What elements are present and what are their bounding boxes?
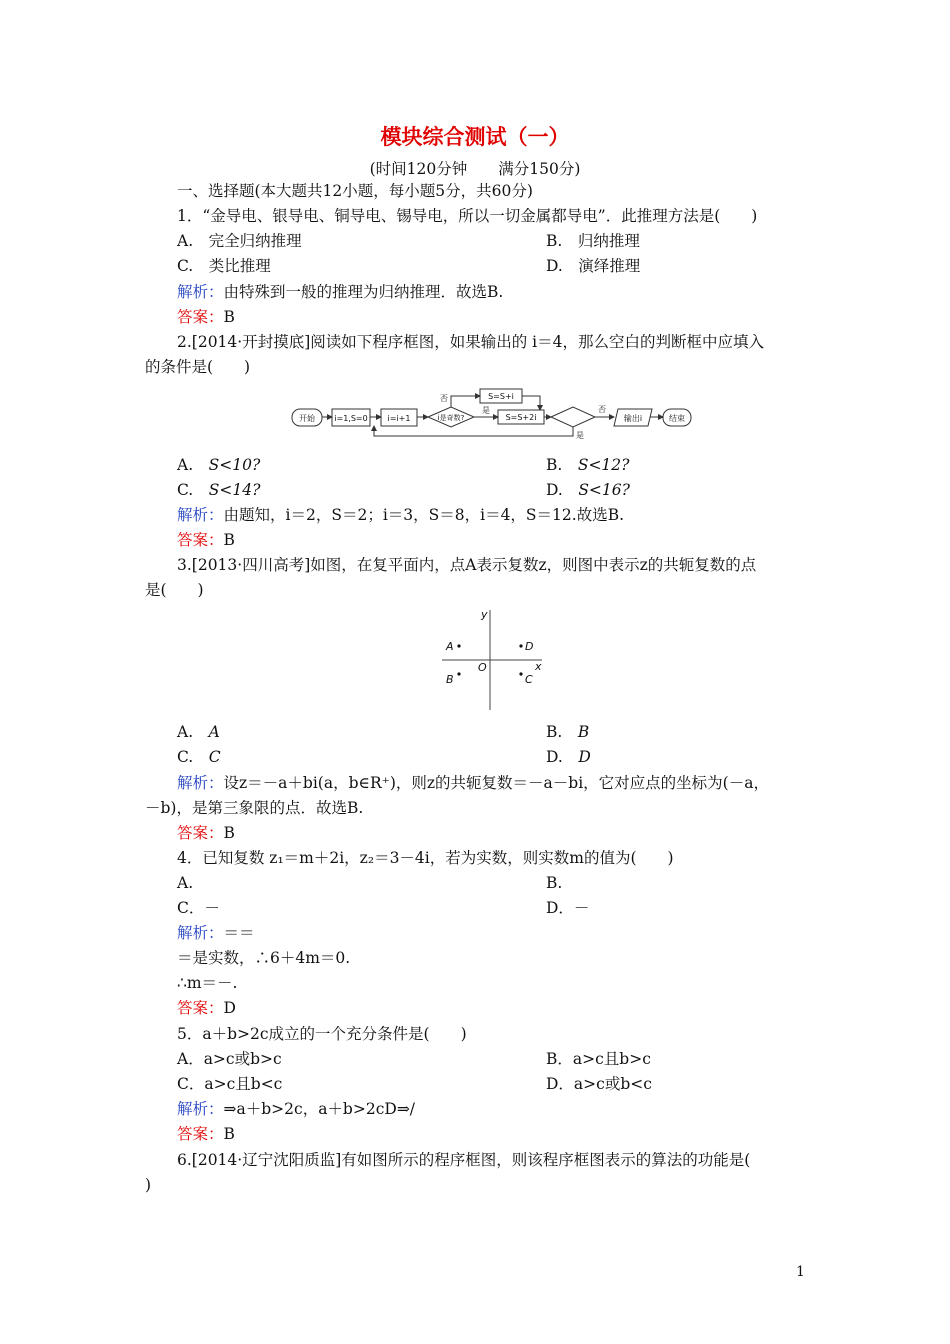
- q3-option-b: B. B: [546, 723, 590, 741]
- point-d: [519, 644, 522, 647]
- point-d-label: D: [525, 640, 534, 653]
- flow-init-text: i=1,S=0: [334, 414, 368, 423]
- q3-option-a: A. A: [177, 723, 220, 741]
- answer-label: 答案：: [177, 1125, 224, 1143]
- q5-stem: 5．a＋b>2c成立的一个充分条件是( ): [177, 1025, 467, 1043]
- answer-value: B: [223, 531, 235, 549]
- answer-value: D: [223, 999, 236, 1017]
- q1-option-d: D. 演绎推理: [546, 257, 641, 275]
- q3-stem-line1: 3.[2013·四川高考]如图，在复平面内，点A表示复数z，则图中表示z的共轭复数的点: [177, 556, 757, 574]
- flow-yes-bottom: 是: [576, 431, 584, 440]
- analysis-text: 由特殊到一般的推理为归纳推理．故选B.: [223, 283, 504, 301]
- q4-analysis-line1: [177, 923, 255, 943]
- q4-stem: 4．已知复数 z₁＝m＋2i，z₂＝3－4i，若为实数，则实数m的值为( ): [177, 849, 674, 867]
- q3-option-d: D. D: [546, 748, 591, 766]
- flow-start-text: 开始: [299, 414, 315, 423]
- analysis-text: 设z＝－a＋bi(a，b∈R⁺)，则z的共轭复数＝－a－bi，它对应点的坐标为(－a，: [223, 774, 769, 792]
- flow-no-right: 否: [598, 405, 606, 414]
- q2-stem-line1: 2.[2014·开封摸底]阅读如下程序框图，如果输出的 i＝4，那么空白的判断框中应填入: [177, 333, 765, 351]
- q1-stem: 1．“金导电、银导电、铜导电、锡导电，所以一切金属都导电”．此推理方法是( ): [177, 207, 758, 225]
- q3-analysis-line2: －b)，是第三象限的点．故选B.: [145, 799, 364, 817]
- q4-analysis-line2: ＝是实数，∴6＋4m＝0.: [177, 949, 351, 967]
- flow-yes-mid: 是: [482, 406, 490, 415]
- flow-s1-text: S=S+i: [488, 392, 514, 401]
- page-title: 模块综合测试（一）: [380, 125, 570, 149]
- q2-option-d: D. S<16?: [546, 481, 630, 499]
- q2-analysis: [177, 505, 624, 525]
- answer-label: 答案：: [177, 308, 224, 326]
- q2-flowchart: [288, 386, 693, 440]
- point-a-label: A: [446, 640, 454, 653]
- analysis-text: ＝＝: [223, 924, 255, 942]
- flow-check-diamond: [551, 407, 595, 427]
- flow-no-top: 否: [440, 394, 448, 403]
- q2-stem-line2: 的条件是( ): [145, 358, 251, 376]
- flow-inc-text: i=i+1: [387, 414, 411, 423]
- flow-end-text: 结束: [669, 414, 685, 423]
- answer-label: 答案：: [177, 531, 224, 549]
- point-a: [457, 644, 460, 647]
- point-c: [519, 672, 522, 675]
- point-b: [457, 672, 460, 675]
- q2-option-c: C. S<14?: [177, 481, 261, 499]
- flow-s2-text: S=S+2i: [505, 413, 537, 422]
- q5-option-a: A．a>c或b>c: [177, 1050, 282, 1068]
- section-heading: 一、选择题(本大题共12小题，每小题5分，共60分): [177, 182, 533, 200]
- q4-option-d: D．－: [546, 899, 590, 917]
- q6-stem-line2: ): [145, 1176, 152, 1194]
- q4-option-a: A.: [177, 874, 194, 892]
- q6-stem-line1: 6.[2014·辽宁沈阳质监]有如图所示的程序框图，则该程序框图表示的算法的功能是(: [177, 1151, 751, 1169]
- point-b-label: B: [446, 673, 454, 686]
- answer-label: 答案：: [177, 824, 224, 842]
- q1-option-b: B. 归纳推理: [546, 232, 640, 250]
- q5-answer: [177, 1124, 235, 1144]
- q3-stem-line2: 是( ): [145, 581, 204, 599]
- q4-option-b: B.: [546, 874, 563, 892]
- analysis-text: ⇒a＋b>2c，a＋b>2cD⇒/: [223, 1100, 416, 1118]
- q1-option-a: A. 完全归纳推理: [177, 232, 302, 250]
- flow-odd-text: i是奇数?: [437, 414, 465, 422]
- q3-analysis-line1: [177, 773, 769, 793]
- q1-option-c: C. 类比推理: [177, 257, 271, 275]
- q3-option-c: C. C: [177, 748, 221, 766]
- q1-answer: [177, 307, 235, 327]
- analysis-text: 由题知，i＝2，S＝2；i＝3，S＝8，i＝4，S＝12.故选B.: [223, 506, 625, 524]
- x-label: x: [535, 660, 542, 673]
- answer-value: B: [223, 824, 235, 842]
- answer-label: 答案：: [177, 999, 224, 1017]
- analysis-label: 解析：: [177, 283, 224, 301]
- q2-option-b: B. S<12?: [546, 456, 630, 474]
- analysis-label: 解析：: [177, 774, 224, 792]
- point-c-label: C: [525, 673, 533, 686]
- q5-option-d: D．a>c或b<c: [546, 1075, 652, 1093]
- q4-analysis-line3: ∴m＝－.: [177, 974, 238, 992]
- y-label: y: [481, 608, 488, 621]
- page-number: 1: [796, 1264, 805, 1280]
- q2-answer: [177, 530, 235, 550]
- q4-option-c: C．－: [177, 899, 220, 917]
- q5-option-b: B．a>c且b>c: [546, 1050, 651, 1068]
- flow-output-text: 输出i: [623, 414, 643, 423]
- analysis-label: 解析：: [177, 924, 224, 942]
- origin-label: O: [478, 661, 487, 674]
- answer-value: B: [223, 1125, 235, 1143]
- answer-value: B: [223, 308, 235, 326]
- q2-option-a: A. S<10?: [177, 456, 261, 474]
- q5-analysis: [177, 1099, 415, 1119]
- q3-complex-plane: [440, 606, 550, 712]
- q5-option-c: C．a>c且b<c: [177, 1075, 283, 1093]
- page-subtitle: (时间120分钟 满分150分): [369, 160, 581, 178]
- q3-answer: [177, 823, 235, 843]
- q4-answer: [177, 998, 236, 1018]
- analysis-label: 解析：: [177, 1100, 224, 1118]
- analysis-label: 解析：: [177, 506, 224, 524]
- q1-analysis: [177, 282, 503, 302]
